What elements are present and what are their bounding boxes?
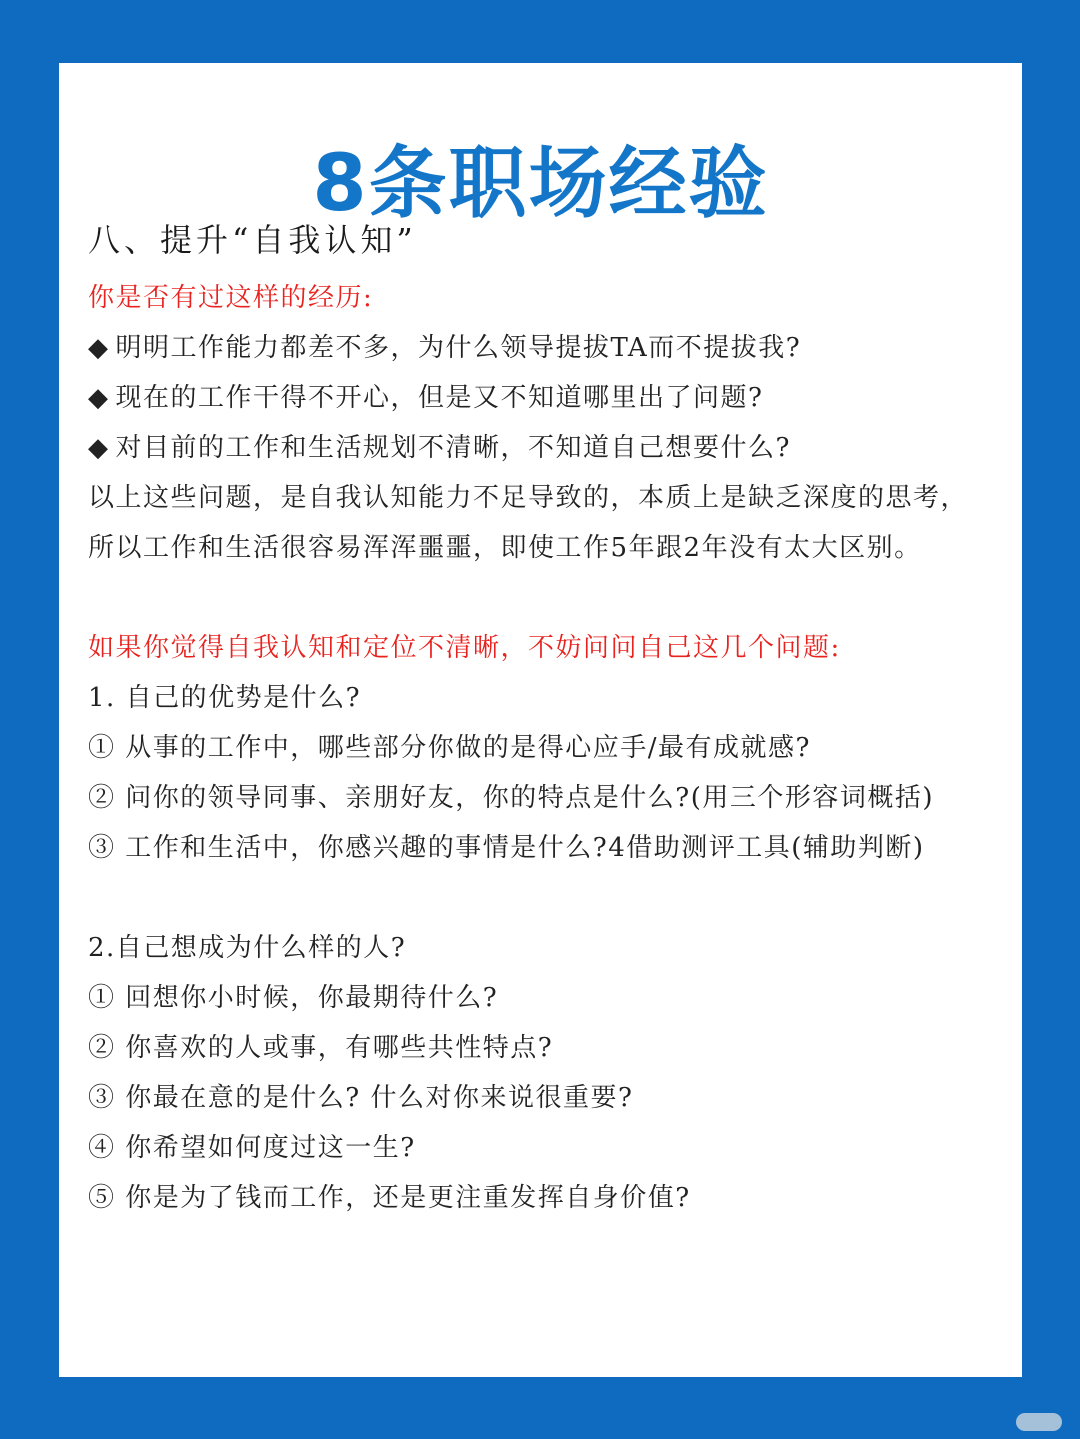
- diamond-bullet-icon: ◆: [88, 383, 110, 413]
- question-2-item: ① 回想你小时候，你最期待什么?: [88, 983, 499, 1013]
- question-prompt: 如果你觉得自我认知和定位不清晰，不妨问问自己这几个问题:: [88, 633, 841, 663]
- question-2-title: 2.自己想成为什么样的人?: [88, 933, 407, 963]
- experience-text: 对目前的工作和生活规划不清晰，不知道自己想要什么?: [115, 433, 791, 463]
- intro-prompt: 你是否有过这样的经历:: [88, 283, 374, 313]
- question-2-item: ④ 你希望如何度过这一生?: [88, 1133, 416, 1163]
- experience-text: 明明工作能力都差不多，为什么领导提拔TA而不提拔我?: [115, 333, 802, 363]
- experience-item: [88, 330, 801, 366]
- page-title: 8条职场经验: [312, 139, 769, 229]
- question-1-item: ① 从事的工作中，哪些部分你做的是得心应手/最有成就感?: [88, 733, 811, 763]
- question-2-item: ② 你喜欢的人或事，有哪些共性特点?: [88, 1033, 554, 1063]
- question-2-item: ③ 你最在意的是什么? 什么对你来说很重要?: [88, 1083, 634, 1113]
- watermark-badge: [1016, 1413, 1062, 1431]
- question-1-item: ③ 工作和生活中，你感兴趣的事情是什么?4借助测评工具(辅助判断): [88, 833, 925, 863]
- summary-line: 以上这些问题，是自我认知能力不足导致的，本质上是缺乏深度的思考，: [88, 483, 969, 513]
- summary-line: 所以工作和生活很容易浑浑噩噩，即使工作5年跟2年没有太大区别。: [88, 533, 922, 563]
- experience-item: [88, 430, 791, 466]
- question-1-title: 1. 自己的优势是什么?: [88, 683, 362, 713]
- question-2-item: ⑤ 你是为了钱而工作，还是更注重发挥自身价值?: [88, 1183, 691, 1213]
- experience-text: 现在的工作干得不开心，但是又不知道哪里出了问题?: [115, 383, 764, 413]
- diamond-bullet-icon: ◆: [88, 333, 110, 363]
- experience-item: [88, 380, 763, 416]
- section-heading: 八、提升“自我认知”: [88, 221, 417, 259]
- question-1-item: ② 问你的领导同事、亲朋好友，你的特点是什么?(用三个形容词概括): [88, 783, 934, 813]
- diamond-bullet-icon: ◆: [88, 433, 110, 463]
